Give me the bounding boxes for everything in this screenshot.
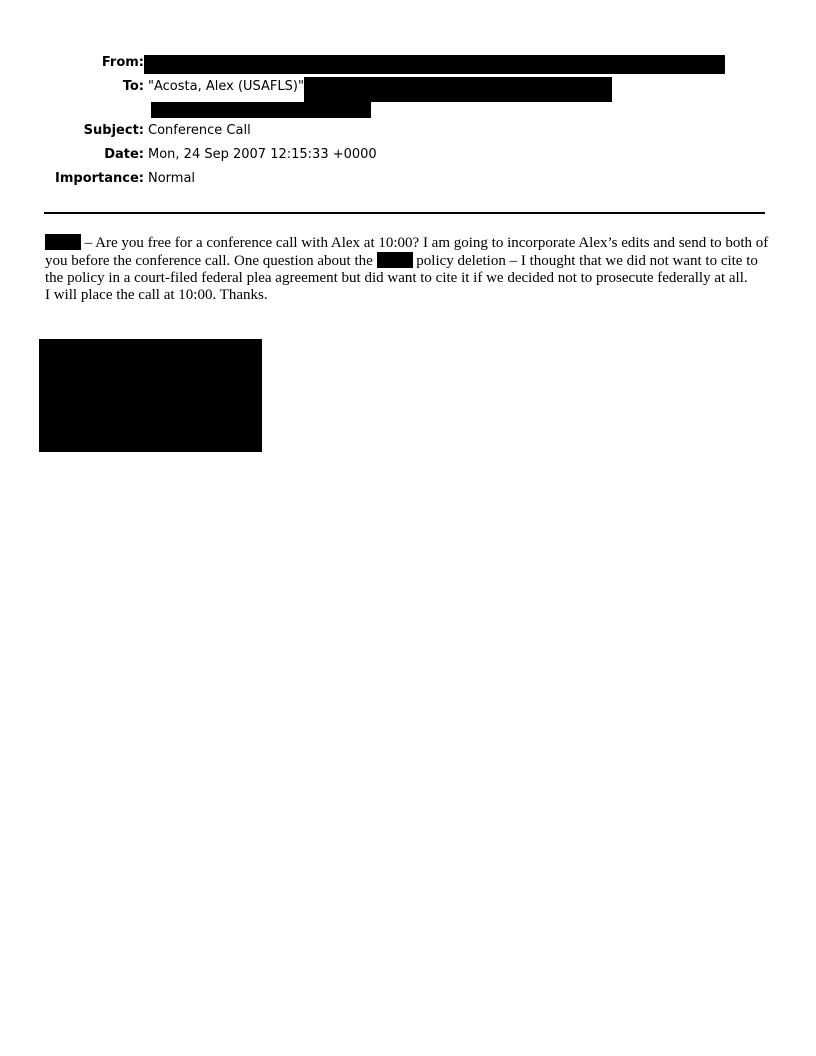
to-redaction-2	[151, 102, 371, 118]
date-label: Date:	[104, 147, 144, 162]
signature-redaction	[39, 339, 262, 452]
from-label: From:	[101, 55, 144, 70]
message-text-part-2: policy deletion – I thought that we did not want to cite to the policy in a court-filed federal plea agreement but did want to cite it if we decided not to prosecute federally at all.	[45, 253, 758, 286]
to-value: "Acosta, Alex (USAFLS)"	[148, 79, 304, 94]
subject-label: Subject:	[83, 123, 144, 138]
message-paragraph-1	[45, 234, 771, 287]
message-paragraph-2: I will place the call at 10:00. Thanks.	[45, 287, 268, 303]
date-value: Mon, 24 Sep 2007 12:15:33 +0000	[148, 147, 377, 162]
importance-label: Importance:	[55, 171, 144, 186]
name-redaction	[45, 234, 81, 250]
from-redaction	[144, 55, 725, 74]
subject-value: Conference Call	[148, 123, 251, 138]
policy-redaction	[377, 252, 413, 268]
message-text-part-1: – Are you free for a conference call with Alex at 10:00? I am going to incorporate Alex’s edits and send to both of you before the conference call. One question about the	[45, 235, 769, 269]
importance-value: Normal	[148, 171, 196, 186]
to-label: To:	[122, 79, 144, 94]
to-redaction-1	[304, 77, 612, 102]
header-divider	[44, 212, 765, 214]
message-body	[45, 234, 771, 304]
